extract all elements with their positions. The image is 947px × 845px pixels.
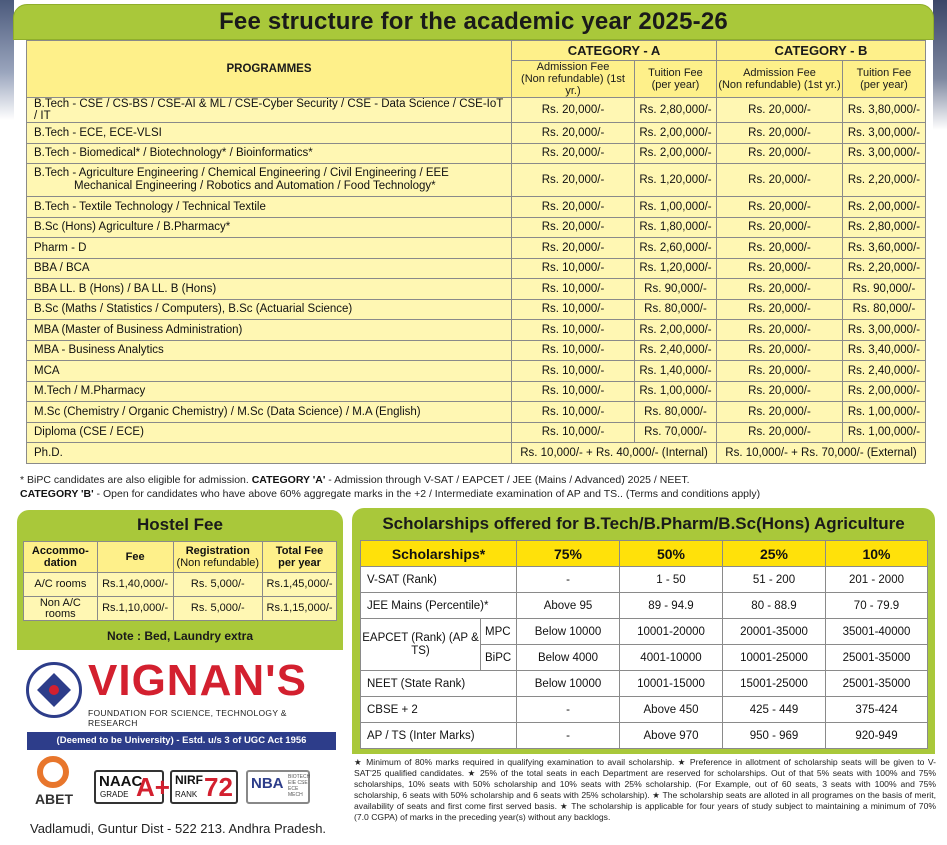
fee-b-adm: Rs. 20,000/- xyxy=(716,238,842,259)
fee-row xyxy=(27,402,926,423)
programme-name: B.Tech - Textile Technology / Technical Textile xyxy=(27,197,512,218)
fee-b-adm: Rs. 20,000/- xyxy=(716,98,842,123)
fee-row xyxy=(27,299,926,320)
scholarship-header-10: 10% xyxy=(826,541,928,567)
hostel-fee: Rs.1,10,000/- xyxy=(97,597,173,621)
phd-fee-b: Rs. 10,000/- + Rs. 70,000/- (External) xyxy=(716,443,925,464)
fee-b-tui: Rs. 2,00,000/- xyxy=(842,381,925,402)
fee-row xyxy=(27,164,926,197)
fee-row xyxy=(27,361,926,382)
programme-name: B.Sc (Maths / Statistics / Computers), B.Sc (Actuarial Science) xyxy=(27,299,512,320)
fee-a-adm: Rs. 20,000/- xyxy=(512,217,635,238)
fee-a-adm: Rs. 10,000/- xyxy=(512,279,635,300)
scholarship-row: V-SAT (Rank) - 1 - 50 51 - 200 201 - 2000 xyxy=(361,567,928,593)
naac-badge: NAAC GRADE A+ xyxy=(94,770,164,804)
programme-name: BBA LL. B (Hons) / BA LL. B (Hons) xyxy=(27,279,512,300)
fee-row xyxy=(27,422,926,443)
scholarship-header-label: Scholarships* xyxy=(361,541,517,567)
fee-row xyxy=(27,340,926,361)
fee-a-adm: Rs. 20,000/- xyxy=(512,164,635,197)
category-a-header: CATEGORY - A xyxy=(512,41,717,61)
fee-table-body xyxy=(27,98,926,464)
fee-row xyxy=(27,258,926,279)
fee-a-adm: Rs. 20,000/- xyxy=(512,143,635,164)
fee-b-tui: Rs. 2,40,000/- xyxy=(842,361,925,382)
fee-row xyxy=(27,123,926,144)
abet-badge: ABET xyxy=(32,756,76,810)
fee-a-adm: Rs. 10,000/- xyxy=(512,402,635,423)
programme-name: B.Sc (Hons) Agriculture / B.Pharmacy* xyxy=(27,217,512,238)
title-banner xyxy=(13,4,934,40)
fee-a-tui: Rs. 1,20,000/- xyxy=(635,258,717,279)
fee-b-tui: Rs. 2,00,000/- xyxy=(842,197,925,218)
fee-row xyxy=(27,98,926,123)
fee-b-tui: Rs. 2,20,000/- xyxy=(842,164,925,197)
fee-b-adm: Rs. 20,000/- xyxy=(716,361,842,382)
fee-b-adm: Rs. 20,000/- xyxy=(716,402,842,423)
fee-b-tui: Rs. 3,00,000/- xyxy=(842,143,925,164)
fee-table-container xyxy=(26,40,926,464)
fee-b-adm: Rs. 20,000/- xyxy=(716,258,842,279)
hostel-header-registration: Registration (Non refundable) xyxy=(173,542,263,573)
fee-b-adm: Rs. 20,000/- xyxy=(716,143,842,164)
fee-row xyxy=(27,381,926,402)
fee-a-adm: Rs. 20,000/- xyxy=(512,238,635,259)
fee-a-tui: Rs. 2,00,000/- xyxy=(635,143,717,164)
fee-b-adm: Rs. 20,000/- xyxy=(716,320,842,341)
fee-a-tui: Rs. 1,00,000/- xyxy=(635,197,717,218)
fee-a-adm: Rs. 20,000/- xyxy=(512,123,635,144)
fee-a-tui: Rs. 70,000/- xyxy=(635,422,717,443)
fee-b-tui: Rs. 80,000/- xyxy=(842,299,925,320)
scholarships-panel xyxy=(352,508,935,754)
hostel-fee: Rs.1,40,000/- xyxy=(97,573,173,597)
fee-a-adm: Rs. 10,000/- xyxy=(512,340,635,361)
category-b-tuition-header: Tuition Fee (per year) xyxy=(842,61,925,98)
fee-b-tui: Rs. 90,000/- xyxy=(842,279,925,300)
hostel-fee-panel xyxy=(17,510,343,650)
programme-name: Ph.D. xyxy=(27,443,512,464)
brand-subtitle: FOUNDATION FOR SCIENCE, TECHNOLOGY & RESEARCH xyxy=(88,708,287,728)
photo-strip-right xyxy=(933,0,947,130)
fee-a-adm: Rs. 20,000/- xyxy=(512,98,635,123)
hostel-title: Hostel Fee xyxy=(137,515,223,534)
programme-name: B.Tech - ECE, ECE-VLSI xyxy=(27,123,512,144)
hostel-row xyxy=(24,573,337,597)
fee-row-phd xyxy=(27,443,926,464)
fee-b-adm: Rs. 20,000/- xyxy=(716,279,842,300)
fee-a-adm: Rs. 10,000/- xyxy=(512,361,635,382)
deemed-university-bar: (Deemed to be University) - Estd. u/s 3 of UGC Act 1956 xyxy=(27,732,336,750)
fee-b-adm: Rs. 20,000/- xyxy=(716,381,842,402)
scholarship-row: BiPC Below 4000 4001-10000 10001-25000 25001-35000 xyxy=(361,645,928,671)
fee-b-tui: Rs. 3,00,000/- xyxy=(842,123,925,144)
fee-a-tui: Rs. 80,000/- xyxy=(635,402,717,423)
fee-b-adm: Rs. 20,000/- xyxy=(716,197,842,218)
page-title: Fee structure for the academic year 2025-26 xyxy=(219,8,728,35)
programme-name: M.Sc (Chemistry / Organic Chemistry) / M.Sc (Data Science) / M.A (English) xyxy=(27,402,512,423)
fee-a-tui: Rs. 80,000/- xyxy=(635,299,717,320)
fee-row xyxy=(27,279,926,300)
scholarship-header-75: 75% xyxy=(517,541,620,567)
fee-a-tui: Rs. 2,60,000/- xyxy=(635,238,717,259)
hostel-room-type: A/C rooms xyxy=(24,573,98,597)
programme-name: Pharm - D xyxy=(27,238,512,259)
fee-a-tui: Rs. 1,20,000/- xyxy=(635,164,717,197)
programme-name: M.Tech / M.Pharmacy xyxy=(27,381,512,402)
category-a-admission-header: Admission Fee (Non refundable) (1st yr.) xyxy=(512,61,635,98)
programme-name: B.Tech - Biomedical* / Biotechnology* / Bioinformatics* xyxy=(27,143,512,164)
fee-row xyxy=(27,238,926,259)
fee-table xyxy=(26,40,926,464)
scholarship-row: CBSE + 2 - Above 450 425 - 449 375-424 xyxy=(361,697,928,723)
fee-a-adm: Rs. 10,000/- xyxy=(512,422,635,443)
nirf-badge: NIRF RANK 72 xyxy=(170,770,238,804)
university-logo xyxy=(26,656,336,730)
fee-b-adm: Rs. 20,000/- xyxy=(716,123,842,144)
fee-a-adm: Rs. 10,000/- xyxy=(512,258,635,279)
hostel-registration: Rs. 5,000/- xyxy=(173,597,263,621)
fee-row xyxy=(27,217,926,238)
fee-row xyxy=(27,320,926,341)
fee-a-tui: Rs. 2,40,000/- xyxy=(635,340,717,361)
programme-name: B.Tech - Agriculture Engineering / Chemical Engineering / Civil Engineering / EEE Mechanical Engineering / Robotics and Automation / Food Technology* xyxy=(27,164,512,197)
fee-a-tui: Rs. 90,000/- xyxy=(635,279,717,300)
hostel-header-fee: Fee xyxy=(97,542,173,573)
programme-name: BBA / BCA xyxy=(27,258,512,279)
emblem-icon xyxy=(26,662,82,718)
category-a-tuition-header: Tuition Fee (per year) xyxy=(635,61,717,98)
scholarship-row: JEE Mains (Percentile)* Above 95 89 - 94.9 80 - 88.9 70 - 79.9 xyxy=(361,593,928,619)
phd-fee-a: Rs. 10,000/- + Rs. 40,000/- (Internal) xyxy=(512,443,717,464)
programme-name: MBA - Business Analytics xyxy=(27,340,512,361)
fee-b-adm: Rs. 20,000/- xyxy=(716,299,842,320)
fee-a-tui: Rs. 2,00,000/- xyxy=(635,320,717,341)
scholarship-header-25: 25% xyxy=(723,541,826,567)
fee-b-tui: Rs. 3,80,000/- xyxy=(842,98,925,123)
abet-ring-icon xyxy=(37,756,69,788)
fee-b-tui: Rs. 3,40,000/- xyxy=(842,340,925,361)
fee-a-adm: Rs. 10,000/- xyxy=(512,381,635,402)
fee-b-adm: Rs. 20,000/- xyxy=(716,422,842,443)
fee-b-tui: Rs. 2,20,000/- xyxy=(842,258,925,279)
fee-footnote: * BiPC candidates are also eligible for admission. CATEGORY 'A' - Admission through V-SAT / EAPCET / JEE (Mains / Advanced) 2025 / NEET. CATEGORY 'B' - Open for candidates who have above 60% aggregate marks in the +2 / Intermediate examination of AP and TS.. (Terms and conditions apply) xyxy=(20,474,761,500)
nba-badge: NBA BIOTECH EIE CSE ECE MECH xyxy=(246,770,310,804)
fee-a-tui: Rs. 1,40,000/- xyxy=(635,361,717,382)
fee-b-tui: Rs. 1,00,000/- xyxy=(842,402,925,423)
scholarship-row: NEET (State Rank) Below 10000 10001-15000 15001-25000 25001-35000 xyxy=(361,671,928,697)
hostel-header-accommodation: Accommo-dation xyxy=(24,542,98,573)
scholarships-table xyxy=(360,540,928,749)
hostel-header-total: Total Fee per year xyxy=(263,542,337,573)
scholarship-row: EAPCET (Rank) (AP & TS) MPC Below 10000 10001-20000 20001-35000 35001-40000 xyxy=(361,619,928,645)
hostel-row xyxy=(24,597,337,621)
hostel-room-type: Non A/C rooms xyxy=(24,597,98,621)
fee-row xyxy=(27,197,926,218)
fee-b-adm: Rs. 20,000/- xyxy=(716,217,842,238)
brand-name: VIGNAN'S xyxy=(88,656,307,705)
programme-name: B.Tech - CSE / CS-BS / CSE-AI & ML / CSE-Cyber Security / CSE - Data Science / CSE-IoT / IT xyxy=(27,98,512,123)
hostel-total: Rs.1,45,000/- xyxy=(263,573,337,597)
hostel-registration: Rs. 5,000/- xyxy=(173,573,263,597)
fee-b-tui: Rs. 1,00,000/- xyxy=(842,422,925,443)
fee-a-tui: Rs. 1,80,000/- xyxy=(635,217,717,238)
category-b-header: CATEGORY - B xyxy=(716,41,925,61)
scholarship-header-50: 50% xyxy=(620,541,723,567)
fee-row xyxy=(27,143,926,164)
fee-a-adm: Rs. 20,000/- xyxy=(512,197,635,218)
hostel-table xyxy=(23,541,337,621)
programmes-header: PROGRAMMES xyxy=(27,41,512,98)
scholarship-notes: ★ Minimum of 80% marks required in qualifying examination to avail scholarship. ★ Preference in allotment of scholarship seats will be given to V-SAT'25 qualified candidates. ★ 25% of the total seats in each Department are reserved for scholarships. Out of that 5% seats with 100% and 75% scholarships, 10% seats with 50% scholarship and 10% seats with 25% scholarship. (For Example, out of 60 seats, 3 seats with 100% and 75% scholarship, 6 seats with 50% scholarship and 6 seats with 25% scholarship). ★ The scholarship seats are alloted in all programes on the basis of merit, availability of seats and first come first served basis. ★ The scholarship is applicable for four years of study subject to maintaining a minimum of 70% (7.0 CGPA) of marks in the preceding year(s) without any backlogs. xyxy=(354,757,936,822)
fee-a-tui: Rs. 2,00,000/- xyxy=(635,123,717,144)
fee-b-tui: Rs. 3,60,000/- xyxy=(842,238,925,259)
programme-name: MCA xyxy=(27,361,512,382)
fee-b-adm: Rs. 20,000/- xyxy=(716,164,842,197)
fee-b-tui: Rs. 3,00,000/- xyxy=(842,320,925,341)
fee-a-tui: Rs. 2,80,000/- xyxy=(635,98,717,123)
hostel-total: Rs.1,15,000/- xyxy=(263,597,337,621)
fee-a-tui: Rs. 1,00,000/- xyxy=(635,381,717,402)
scholarship-row: AP / TS (Inter Marks) - Above 970 950 - 969 920-949 xyxy=(361,723,928,749)
fee-b-tui: Rs. 2,80,000/- xyxy=(842,217,925,238)
category-b-admission-header: Admission Fee (Non refundable) (1st yr.) xyxy=(716,61,842,98)
scholarships-title: Scholarships offered for B.Tech/B.Pharm/B.Sc(Hons) Agriculture xyxy=(382,514,905,533)
address: Vadlamudi, Guntur Dist - 522 213. Andhra Pradesh. xyxy=(30,821,327,836)
hostel-note: Note : Bed, Laundry extra xyxy=(106,629,254,643)
programme-name: MBA (Master of Business Administration) xyxy=(27,320,512,341)
fee-a-adm: Rs. 10,000/- xyxy=(512,320,635,341)
fee-b-adm: Rs. 20,000/- xyxy=(716,340,842,361)
programme-name: Diploma (CSE / ECE) xyxy=(27,422,512,443)
photo-strip-left xyxy=(0,0,14,120)
fee-a-adm: Rs. 10,000/- xyxy=(512,299,635,320)
